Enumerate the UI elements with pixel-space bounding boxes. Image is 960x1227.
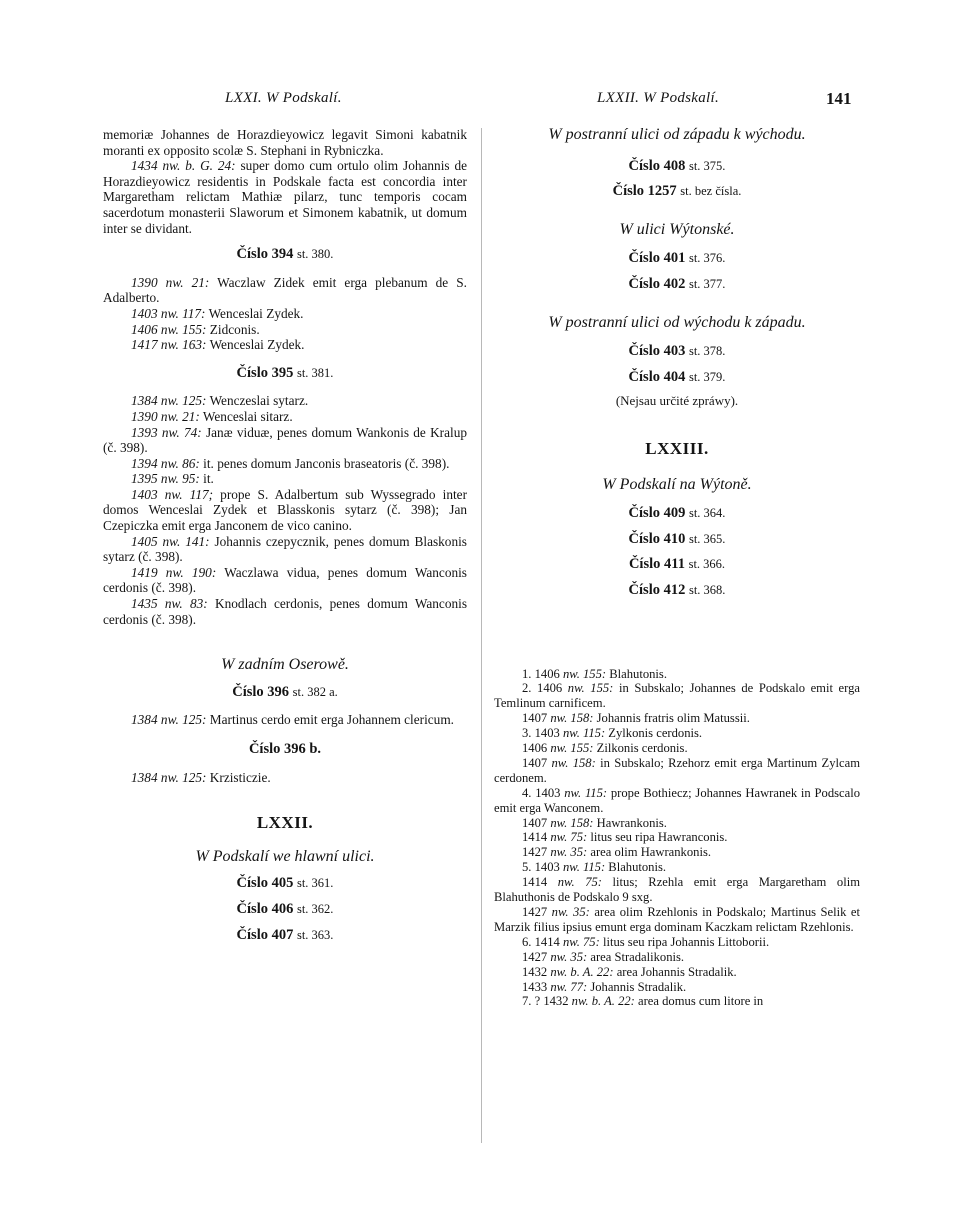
entry: 1417 nw. 163: Wenceslai Zydek.	[131, 337, 305, 353]
intro-line-1: memoriæ Johannes de Horazdieyowicz legavit Simoni	[103, 127, 414, 142]
street-heading-hlawni-ulici: W Podskalí we hlawní ulici.	[195, 847, 375, 865]
running-head-left: LXXI. W Podskalí.	[225, 90, 342, 106]
footnote: 3. 1403 nw. 115: Zylkonis cerdonis.	[522, 726, 703, 741]
street-heading-na-wytone: W Podskalí na Wýtoně.	[602, 475, 752, 493]
house-402-heading: Číslo 402 st. 377.	[628, 275, 726, 292]
footnote: 1414 nw. 75: litus seu ripa Hawranconis.	[522, 830, 728, 845]
house-394-entries	[103, 275, 467, 353]
house-401-heading: Číslo 401 st. 376.	[628, 250, 726, 267]
entry: 1395 nw. 95: it.	[131, 471, 214, 487]
entry-text: super domo cum ortulo olim Johannis de Horazdieyowicz residentis in Podskale facta est concordia inter Margaretham relictam Mathiæ pilarz, tunc temporis cocam sacerdotum monasterii Slaworum et Simonem kabatnik, ut domum inter se dividant.	[103, 158, 467, 236]
left-column	[103, 127, 467, 943]
street-heading-postranni-wychod: W postranní ulici od wýchodu k západu.	[548, 313, 806, 331]
intro-line-3: Rybniczka.	[323, 142, 384, 158]
footnote: 1432 nw. b. A. 22: area Johannis Stradalik.	[522, 964, 737, 979]
house-407-heading: Číslo 407 st. 363.	[236, 926, 334, 943]
intro-continuation	[103, 158, 467, 236]
house-412-heading: Číslo 412 st. 368.	[628, 581, 726, 598]
footnote: 2. 1406 nw. 155: in Subskalo; Johannes de Podskalo emit erga Temlinum carnificem.	[494, 681, 860, 711]
street-heading-zadnim-oserowe: W zadním Oserowě.	[221, 656, 349, 674]
running-head-right: LXXII. W Podskalí.	[597, 90, 720, 106]
footnote: 7. ? 1432 nw. b. A. 22: area domus cum litore in	[522, 994, 764, 1009]
uncertain-note: (Nejsau určité zpráwy).	[615, 393, 739, 409]
entry: 1435 nw. 83: Knodlach cerdonis, penes domum Wanconis cerdonis (č. 398).	[103, 596, 467, 627]
entry: 1384 nw. 125: Martinus cerdo emit erga Johannem clericum.	[131, 712, 454, 728]
entry: 1406 nw. 155: Zidconis.	[131, 321, 260, 337]
footnote: 1427 nw. 35: area olim Hawrankonis.	[522, 845, 712, 860]
entry: 1403 nw. 117: Wenceslai Zydek.	[131, 305, 304, 321]
footnote: 1427 nw. 35: area Stradalikonis.	[522, 949, 685, 964]
house-411-heading: Číslo 411 st. 366.	[628, 556, 726, 573]
footnote: 1407 nw. 158: in Subskalo; Rzehorz emit erga Martinum Zylcam cerdonem.	[494, 755, 860, 785]
entry: 1403 nw. 117; prope S. Adalbertum sub Wyssegrado inter domos Wenceslai Zydek et Blasskonis sytarz (č. 398); Jan Czepiczka emit erga Janconem de vico canino.	[103, 486, 468, 534]
footnote: 1407 nw. 158: Johannis fratris olim Matussii.	[522, 711, 750, 726]
house-409-heading: Číslo 409 st. 364.	[628, 505, 726, 522]
house-395-heading: Číslo 395 st. 381.	[236, 364, 334, 381]
entry: 1384 nw. 125: Wenczeslai sytarz.	[131, 393, 309, 409]
column-divider	[481, 128, 482, 1143]
section-heading-lxxiii: LXXIII.	[645, 438, 709, 458]
house-408-heading: Číslo 408 st. 375.	[628, 157, 726, 174]
entry: 1394 nw. 86: it. penes domum Janconis braseatoris (č. 398).	[131, 455, 450, 471]
house-405-heading: Číslo 405 st. 361.	[236, 875, 334, 892]
house-403-heading: Číslo 403 st. 378.	[628, 343, 726, 360]
footnotes	[494, 667, 860, 1010]
house-396b-heading: Číslo 396 b.	[248, 741, 322, 757]
house-410-heading: Číslo 410 st. 365.	[628, 530, 726, 547]
footnote: 1. 1406 nw. 155: Blahutonis.	[522, 666, 667, 681]
footnote: 1427 nw. 35: area olim Rzehlonis in Podskalo; Martinus Selik et Marzik filius ipsius emunt erga dominam Kaczkam relictam Rzehlonis.	[494, 905, 860, 934]
house-395-entries	[103, 393, 467, 627]
entry: 1390 nw. 21: Wenceslai sitarz.	[131, 408, 293, 424]
house-406-heading: Číslo 406 st. 362.	[236, 900, 334, 917]
entry: 1390 nw. 21: Waczlaw Zidek emit erga plebanum de S. Adalberto.	[103, 274, 467, 306]
page-number: 141	[826, 89, 852, 108]
house-1257-heading: Číslo 1257 st. bez čísla.	[612, 183, 742, 200]
entry: 1393 nw. 74: Janæ viduæ, penes domum Wankonis de Kralup (č. 398).	[103, 424, 468, 456]
intro-paragraph	[103, 127, 467, 158]
entry: 1405 nw. 141: Johannis czepycznik, penes domum Blaskonis sytarz (č. 398).	[103, 533, 467, 565]
entry: 1384 nw. 125: Krzisticzie.	[131, 769, 271, 785]
right-column	[494, 127, 860, 1009]
house-396a-heading: Číslo 396 st. 382 a.	[232, 683, 338, 700]
footnote: 1406 nw. 155: Zilkonis cerdonis.	[522, 741, 688, 756]
footnote: 1414 nw. 75: litus; Rzehla emit erga Margaretham olim Blahuthonis de Podskalo 9 sxg.	[494, 875, 860, 905]
entry: 1419 nw. 190: Waczlawa vidua, penes domum Wanconis cerdonis (č. 398).	[103, 564, 467, 596]
source-ref: 1434 nw. b. G. 24:	[131, 158, 236, 174]
house-404-heading: Číslo 404 st. 379.	[628, 368, 726, 385]
footnote: 1407 nw. 158: Hawrankonis.	[522, 815, 667, 830]
house-394-heading: Číslo 394 st. 380.	[236, 246, 334, 263]
intro-line-2: kabatnik moranti ex opposito scolæ S. Stephani in	[103, 127, 467, 158]
footnote: 1433 nw. 77: Johannis Stradalik.	[522, 979, 687, 994]
footnote: 4. 1403 nw. 115: prope Bothiecz; Johannes Hawranek in Podscalo emit erga Wanconem.	[494, 785, 860, 815]
footnote: 6. 1414 nw. 75: litus seu ripa Johannis Littoborii.	[522, 934, 770, 949]
street-heading-postranni-zapad: W postranní ulici od západu k wýchodu.	[548, 126, 806, 143]
footnote: 5. 1403 nw. 115: Blahutonis.	[522, 860, 667, 875]
street-heading-wytonske: W ulici Wýtonské.	[619, 220, 735, 238]
section-heading-lxxii: LXXII.	[256, 813, 314, 833]
